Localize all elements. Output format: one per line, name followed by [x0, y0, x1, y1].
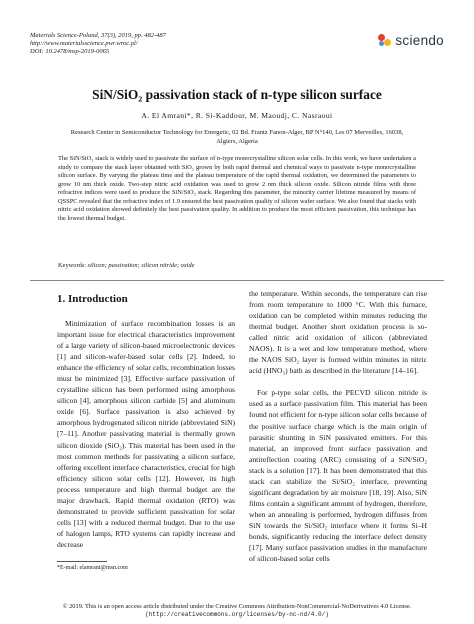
keywords-line: [58, 262, 416, 269]
right-column: [249, 288, 427, 564]
logo-dot-yellow: [384, 39, 391, 46]
section-heading-introduction: 1. Introduction: [57, 293, 128, 305]
sciendo-logo-icon: [378, 34, 391, 47]
doi[interactable]: DOI: 10.2478/msp-2019-0065: [30, 48, 110, 55]
affiliation: Research Center in Semiconductor Technology for Energetic, 02 Bd. Frantz Fanon-Alger, BP N°140, Les 07 Merveilles, 16038, Algiers, Algeria: [70, 129, 404, 145]
keywords-list: silicon; passivation; silicon nitride; oxide: [87, 262, 195, 269]
license-block: [30, 603, 444, 620]
journal-url[interactable]: http://www.materialsscience.pwr.wroc.pl/: [30, 40, 138, 47]
journal-citation: Materials Science-Poland, 37(3), 2019, pp. 482-487: [30, 32, 166, 39]
author-list: A. El Amrani*, R. Si-Kaddour, M. Maoudj, C. Nasraoui: [141, 111, 333, 120]
intro-paragraph-1-continued: the temperature. Within seconds, the temperature can rise from room temperature to 1000 °C. With this furnace, oxidation can be completed within minutes reducing the thermal budget. Another short oxidation process is so-called nitric acid oxidation of silicon (abbreviated NAOS). It is a wet and low temperature method, where the NAOS SiO₂ layer is formed within minutes in nitric acid (HNO₃) bath as described in the literature [14–16].: [249, 289, 427, 376]
sciendo-logo: [378, 32, 444, 48]
left-column: [57, 318, 235, 550]
corresponding-author-email[interactable]: *E-mail: elamrani@msn.com: [57, 565, 128, 571]
footnote-rule: [57, 561, 107, 562]
intro-paragraph-2: For p-type solar cells, the PECVD silicon nitride is used as a surface passivation film. This material has been found not efficient for n-type silicon solar cells because of the positive surface charge which is the main origin of parasitic shunting in SiN passivated emitters. For this material, an improved front surface passivation and antireflection coating (ARC) consisting of a SiN/SiO₂ stack is a solution [17]. It has been demonstrated that this stack can stabilize the Si/SiO₂ interface, preventing significant degradation by air moisture [18, 19]. Also, SiN films contain a significant amount of hydrogen, therefore, when an annealing is performed, hydrogen diffuses from SiN towards the Si/SiO₂ interface where it forms Si–H bonds, significantly reducing the interface defect density [17]. Many surface passivation studies in the manufacture of silicon-based solar cells: [249, 388, 427, 564]
abstract: The SiN/SiO₂ stack is widely used to passivate the surface of n-type monocrystalline silicon solar cells. In this work, we have undertaken a study to compare the stack layer obtained with SiO₂ grown by both rapid thermal and chemical ways to passivate n-type monocrystalline silicon surface. By varying the plateau time and the plateau temperature of the rapid thermal oxidation, we determined the parameters to grow 10 nm thick oxide. Two-step nitric acid oxidation was used to grow 2 nm thick silicon oxide. Silicon nitride films with three refractive indices were used to produce the SiN/SiO₂ stack. Regarding this parameter, the minority carrier lifetime measured by means of QSSPC revealed that the refractive index of 1.9 ensured the best passivation quality of silicon wafer surface. We also found that stacks with nitric acid oxidation showed definitely the best passivation quality. In addition to produce the most efficient passivation, this technique has the lowest thermal budget.: [58, 155, 416, 222]
paper-title: SiN/SiO₂ passivation stack of n-type silicon surface: [92, 87, 382, 102]
section-divider: [30, 280, 444, 281]
keywords-label: Keywords:: [58, 262, 87, 269]
intro-paragraph-1: Minimization of surface recombination losses is an important issue for electrical characteristics improvement of a large variety of silicon-based microelectronic devices [1] and silicon-wafer-based solar cells [2]. Indeed, to enhance the efficiency of solar cells, recombination losses must be minimized [3]. Effective surface passivation of crystalline silicon has been performed using amorphous silicon [4], amorphous silicon carbide [5] and aluminum oxide [6]. Surface passivation is also achieved by amorphous hydrogenated silicon nitride (abbreviated SiN) [7–11]. Another passivating material is thermally grown silicon dioxide (SiO₂). This material has been used in the most common methods for passivating a silicon surface, offering excellent interface characteristics, crucial for high efficiency silicon solar cells [12]. However, its high process temperature and high thermal budget are the major drawback. Rapid thermal oxidation (RTO) was demonstrated to provide sufficient passivation for solar cells [13] with a reduced thermal budget. Due to the use of halogen lamps, RTO systems can rapidly increase and decrease: [57, 319, 236, 549]
logo-dot-blue: [379, 41, 384, 46]
license-statement: © 2019. This is an open access article distributed under the Creative Commons Attribution-NonCommercial-NoDerivatives 4.0 License.: [62, 603, 412, 610]
license-url[interactable]: (http://creativecommons.org/licenses/by-nc-nd/4.0/): [145, 611, 329, 619]
logo-wordmark: sciendo: [395, 32, 444, 48]
